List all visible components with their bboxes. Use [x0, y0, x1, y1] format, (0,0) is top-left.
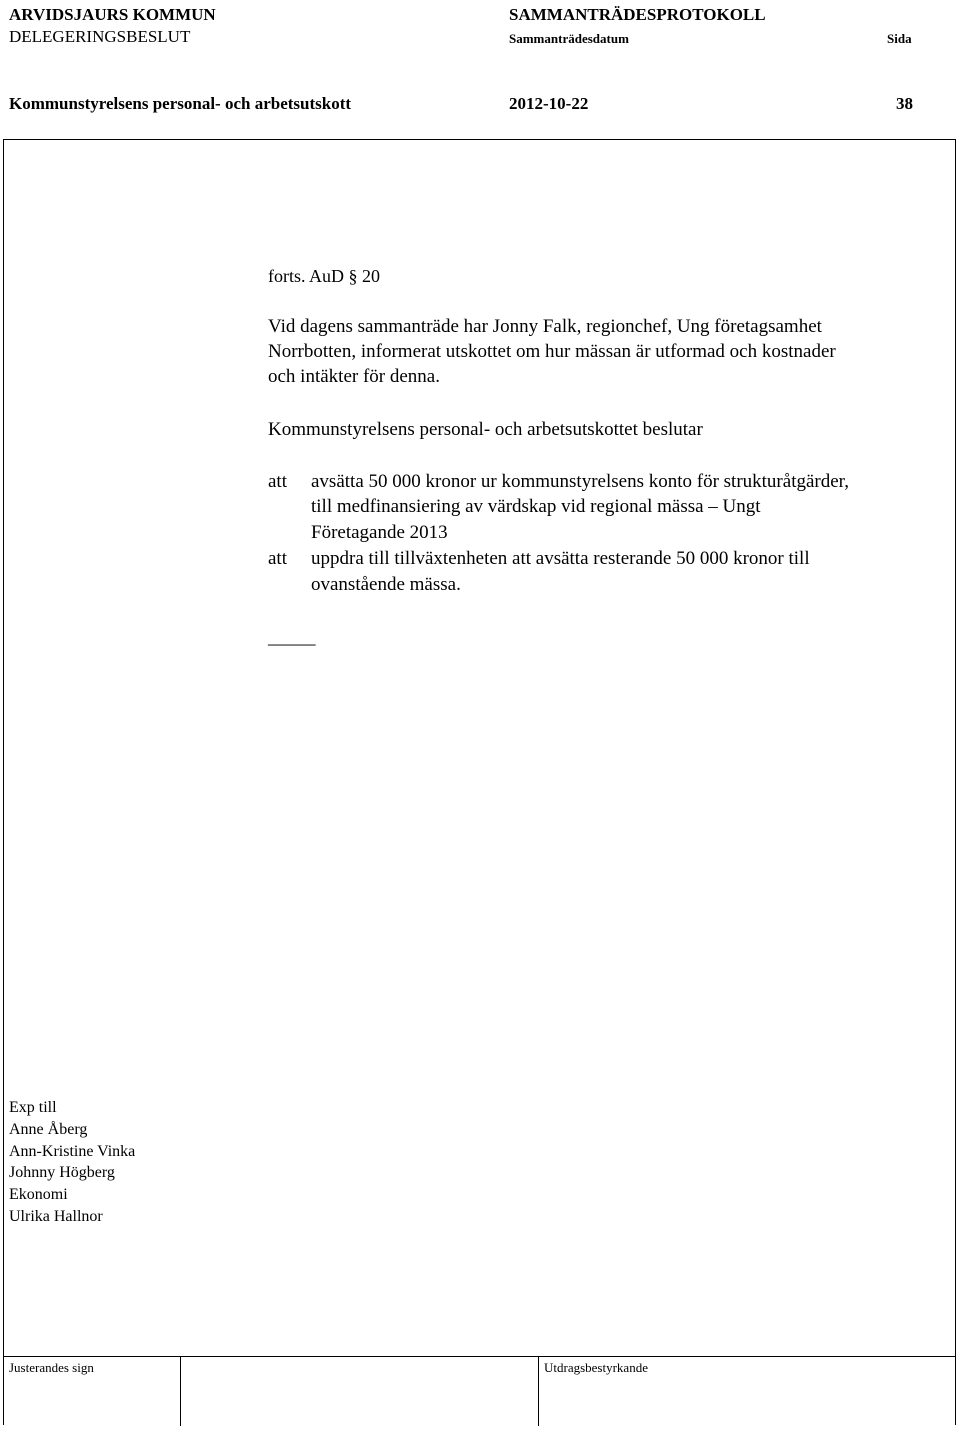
document-type: SAMMANTRÄDESPROTOKOLL	[509, 5, 766, 24]
section-reference	[268, 264, 380, 289]
decision-1-line-1: avsätta 50 000 kronor ur kommunstyrelsens konto för strukturåtgärder,	[311, 471, 849, 492]
footer-divider	[3, 1356, 956, 1357]
paragraph-line-2: Norrbotten, informerat utskottet om hur mässan är utformad och kostnader	[268, 341, 836, 362]
org-name: ARVIDSJAURS KOMMUN	[9, 5, 216, 24]
section-symbol: §	[348, 266, 358, 286]
footer-separator-right	[538, 1356, 539, 1426]
decision-2-line-2: ovanstående mässa.	[311, 574, 461, 595]
recipient-4: Ekonomi	[9, 1186, 68, 1203]
distribution-heading: Exp till	[9, 1099, 57, 1116]
decision-2-label: att	[268, 548, 287, 569]
page-number: 38	[896, 94, 913, 113]
recipient-1: Anne Åberg	[9, 1121, 88, 1138]
decision-1-label: att	[268, 471, 287, 492]
section-prefix: forts. AuD	[268, 266, 344, 286]
decision-1-line-2: till medfinansiering av värdskap vid regional mässa – Ungt	[311, 496, 761, 517]
page-label: Sida	[887, 31, 912, 46]
extract-certification-label: Utdragsbestyrkande	[544, 1360, 648, 1375]
end-rule: _____	[268, 627, 316, 648]
meeting-date: 2012-10-22	[509, 94, 589, 113]
footer-separator-left	[180, 1356, 181, 1426]
committee-name: Kommunstyrelsens personal- och arbetsutskott	[9, 94, 352, 113]
decision-2-line-1: uppdra till tillväxtenheten att avsätta resterande 50 000 kronor till	[311, 548, 810, 569]
paragraph-line-3: och intäkter för denna.	[268, 366, 440, 387]
document-subtitle: DELEGERINGSBESLUT	[9, 27, 191, 46]
paragraph-line-1: Vid dagens sammanträde har Jonny Falk, regionchef, Ung företagsamhet	[268, 316, 822, 337]
date-label: Sammanträdesdatum	[509, 31, 629, 46]
recipient-2: Ann-Kristine Vinka	[9, 1143, 136, 1160]
recipient-5: Ulrika Hallnor	[9, 1208, 103, 1225]
decision-heading: Kommunstyrelsens personal- och arbetsutskottet beslutar	[268, 419, 703, 440]
recipient-3: Johnny Högberg	[9, 1164, 115, 1181]
signature-label: Justerandes sign	[9, 1360, 94, 1375]
section-number: 20	[362, 266, 380, 286]
decision-1-line-3: Företagande 2013	[311, 522, 448, 543]
